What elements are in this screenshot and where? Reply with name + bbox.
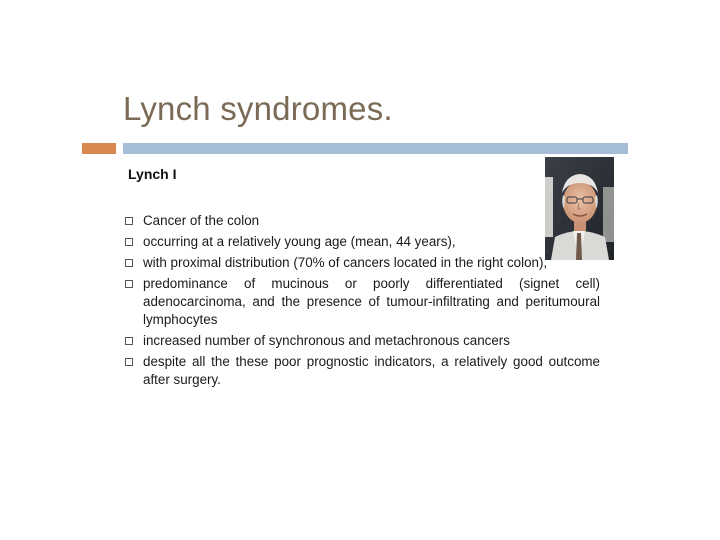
list-item [124,212,600,230]
hollow-square-bullet-icon [125,217,133,225]
hollow-square-bullet-icon [125,280,133,288]
section-subtitle: Lynch I [128,166,177,182]
bullet-list [124,212,600,392]
list-item [124,353,600,389]
list-item [124,233,600,251]
slide-title: Lynch syndromes. [123,90,393,127]
hollow-square-bullet-icon [125,259,133,267]
hollow-square-bullet-icon [125,337,133,345]
list-item-text: increased number of synchronous and metachronous cancers [143,333,510,348]
list-item-text: with proximal distribution (70% of cancers located in the right colon), [143,255,548,270]
list-item-text: occurring at a relatively young age (mean, 44 years), [143,234,456,249]
accent-bar-orange [82,143,116,154]
list-item [124,254,600,272]
list-item-text: Cancer of the colon [143,213,260,228]
list-item [124,275,600,329]
list-item-text: despite all the these poor prognostic indicators, a relatively good outcome after surgery. [143,354,600,387]
list-item-text: predominance of mucinous or poorly differentiated (signet cell) adenocarcinoma, and the presence of tumour-infiltrating and peritumoural lymphocytes [143,276,600,327]
hollow-square-bullet-icon [125,238,133,246]
list-item [124,332,600,350]
hollow-square-bullet-icon [125,358,133,366]
accent-bar-blue [123,143,628,154]
